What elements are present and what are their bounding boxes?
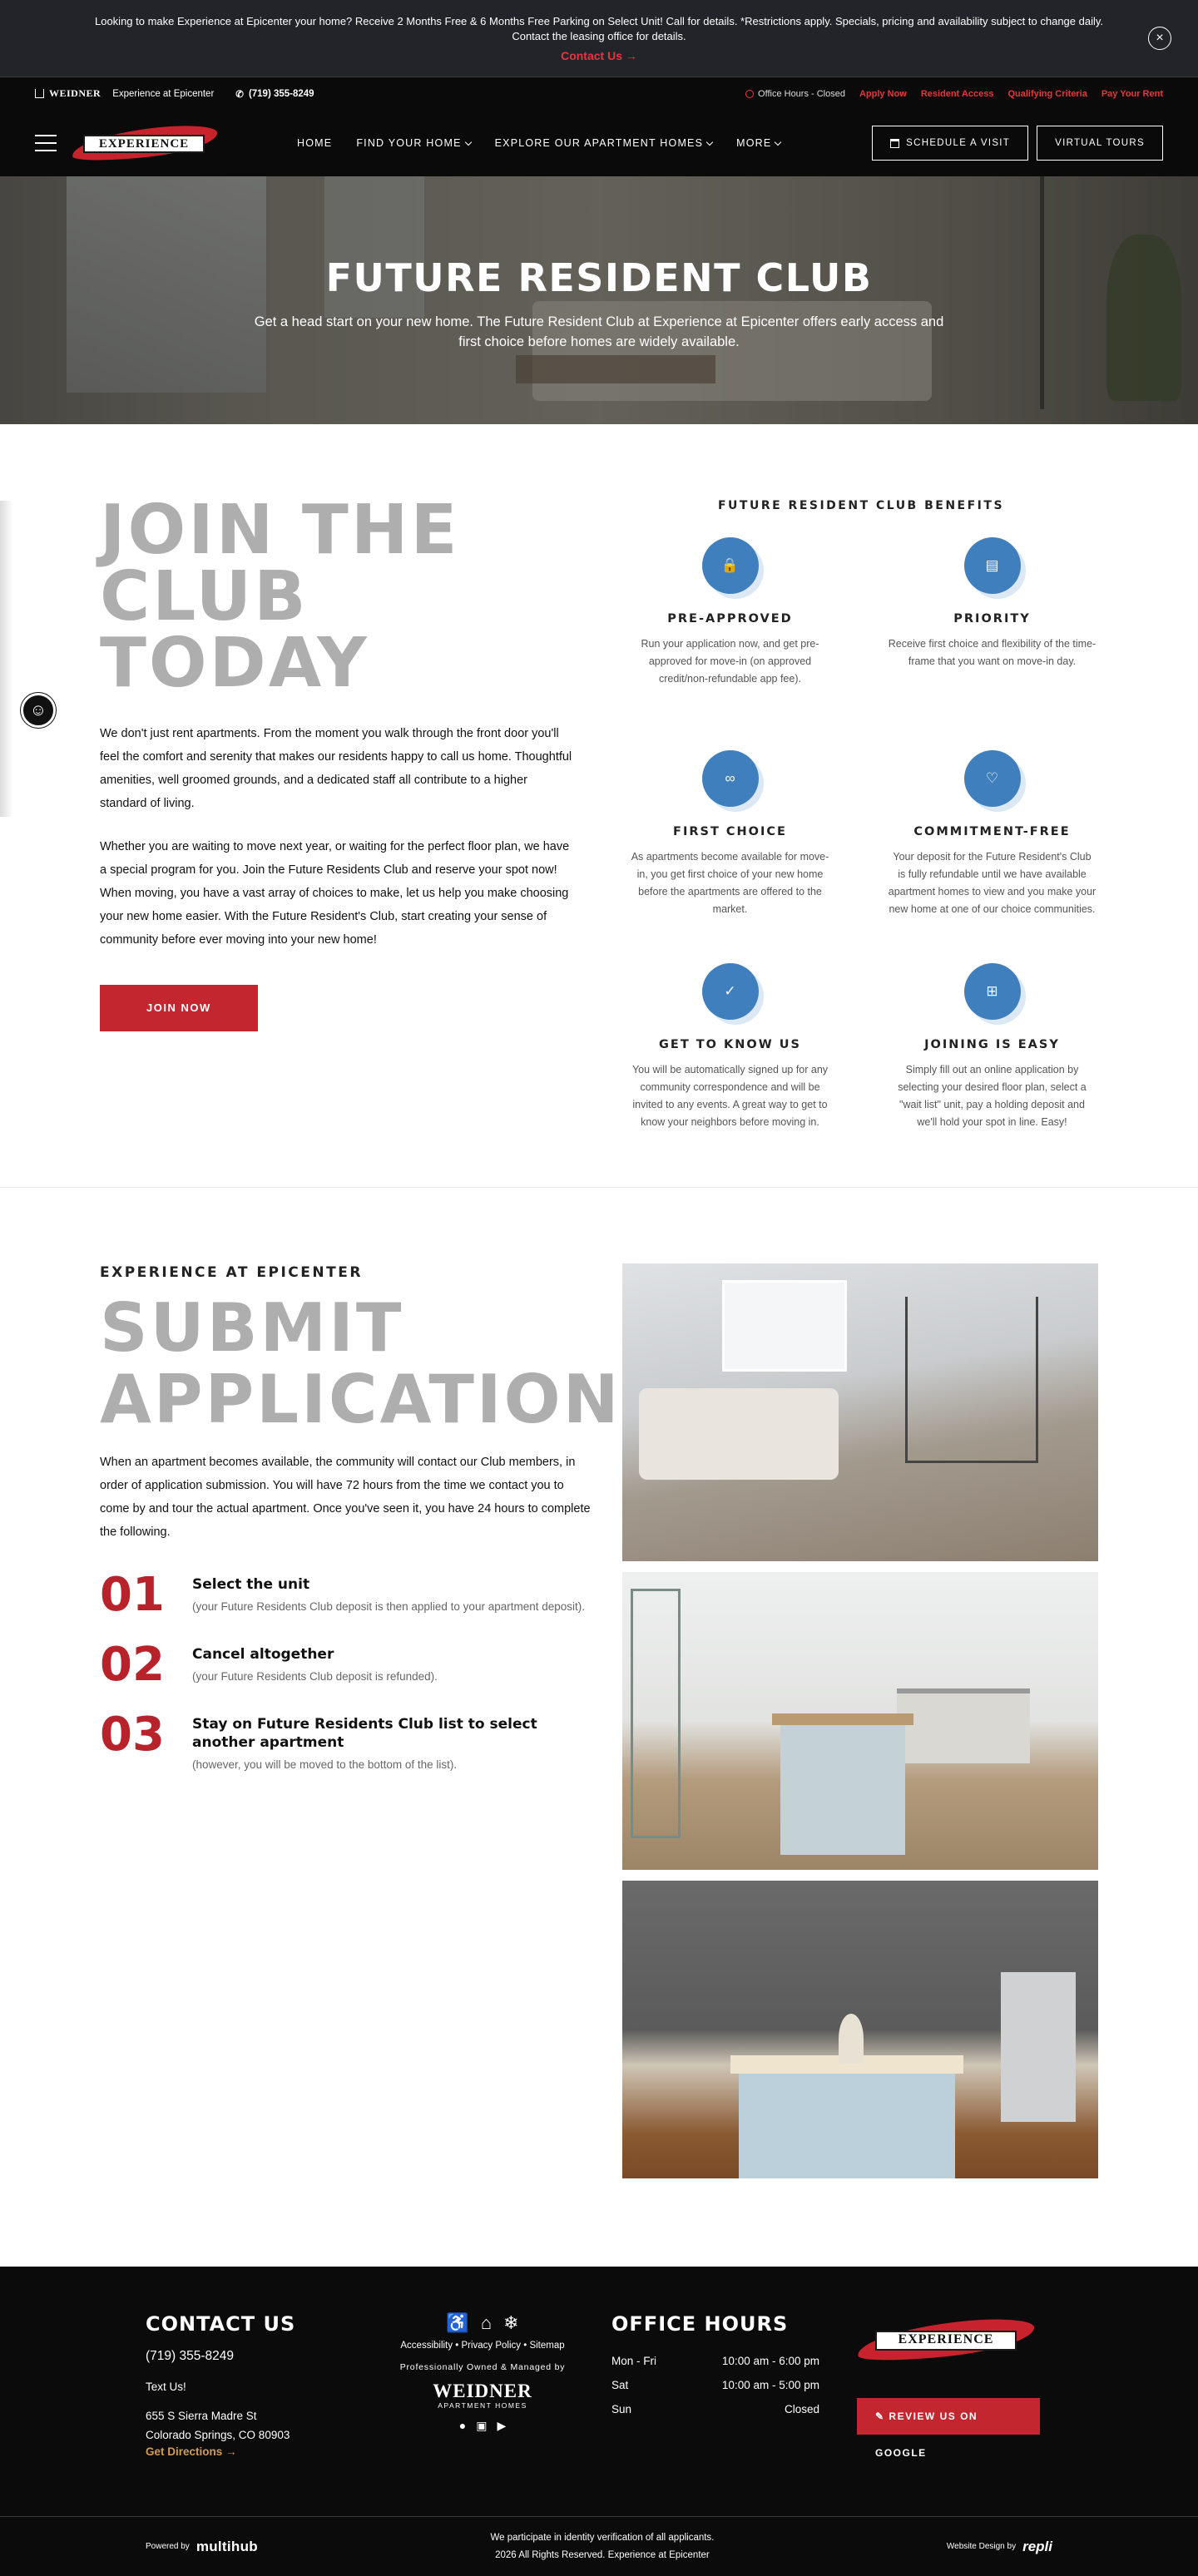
chevron-down-icon <box>706 138 713 145</box>
announcement-bar <box>0 0 1198 77</box>
submit-kicker: EXPERIENCE AT EPICENTER <box>100 1264 363 1281</box>
hours-table <box>611 2349 819 2421</box>
benefit-joining-is-easy <box>878 963 1106 1155</box>
apply-now-link[interactable]: Apply Now <box>859 88 907 99</box>
weidner-logo[interactable] <box>379 2382 587 2410</box>
announcement-text: Looking to make Experience at Epicenter your home? Receive 2 Months Free & 6 Months Free Parking on Select Unit! Call for details. *Restrictions apply. Specials, pricing and availability subject to change daily. Contact the leasing office for details. <box>94 15 1104 42</box>
wheelchair-icon: ♿ <box>446 2312 469 2333</box>
nav-explore-label: EXPLORE OUR APARTMENT HOMES <box>494 137 704 149</box>
nav-more[interactable] <box>736 137 780 149</box>
hours-time: 10:00 am - 5:00 pm <box>721 2379 819 2391</box>
benefit-first-choice <box>616 750 844 942</box>
get-directions-link[interactable]: Get Directions → <box>146 2445 237 2458</box>
benefit-title: PRE-APPROVED <box>667 612 793 625</box>
pay-your-rent-link[interactable]: Pay Your Rent <box>1101 88 1163 99</box>
footer-brand <box>857 2316 1040 2460</box>
identity-verification-text: We participate in identity verification of all applicants. <box>490 2532 715 2543</box>
step-text: (however, you will be moved to the bottom of the list). <box>192 1758 458 1771</box>
owned-managed-text: Professionally Owned & Managed by <box>399 2362 566 2372</box>
address-line-1: 655 S Sierra Madre St <box>146 2410 257 2422</box>
weidner-mini-logo[interactable] <box>35 87 101 100</box>
logo-text: EXPERIENCE <box>875 2331 1017 2351</box>
footer-center: ♿ ⌂ ❄ Accessibility • Privacy Policy • Sitemap Professionally Owned & Managed by WEIDNER APARTMENT HOMES ● ▣ ▶ <box>379 2312 587 2433</box>
utility-bar <box>0 77 1198 110</box>
hero-banner <box>0 176 1198 424</box>
powered-by-label: Powered by <box>146 2542 190 2551</box>
footer-contact <box>146 2312 345 2460</box>
hours-day: Sat <box>611 2379 629 2391</box>
bottom-bar <box>0 2516 1198 2576</box>
benefit-title: COMMITMENT-FREE <box>913 825 1071 838</box>
address-line-2: Colorado Springs, CO 80903 <box>146 2429 290 2441</box>
benefit-text: Receive first choice and flexibility of the time-frame that you want on move-in day. <box>888 638 1097 667</box>
logo-text: EXPERIENCE <box>83 135 205 153</box>
benefit-title: PRIORITY <box>953 612 1031 625</box>
step-text: (your Future Residents Club deposit is then applied to your apartment deposit). <box>192 1600 586 1613</box>
calendar-icon <box>890 139 899 148</box>
footer-phone-link[interactable]: (719) 355-8249 <box>146 2349 234 2363</box>
accessibility-icon[interactable]: ☺ <box>21 693 56 728</box>
step-item <box>100 1568 591 1622</box>
nav-more-label: MORE <box>736 137 772 149</box>
property-name: Experience at Epicenter <box>112 88 215 99</box>
qualifying-criteria-link[interactable]: Qualifying Criteria <box>1007 88 1087 99</box>
sitemap-link[interactable]: Sitemap <box>529 2341 565 2351</box>
thumbs-up-icon: ✎ <box>875 2410 885 2422</box>
hours-day: Sun <box>611 2403 632 2415</box>
benefits-panel <box>616 499 1106 1155</box>
kitchen-island-photo <box>622 1881 1098 2178</box>
contact-us-link[interactable]: Contact Us → <box>561 49 637 62</box>
text-us-link[interactable]: Text Us! <box>146 2381 186 2393</box>
website-design-by[interactable] <box>947 2539 1052 2555</box>
main-nav <box>0 110 1198 176</box>
benefit-title: GET TO KNOW US <box>659 1038 801 1051</box>
hero-subtitle: Get a head start on your new home. The Future Resident Club at Experience at Epicenter offers early access and first choice before homes are widely available. <box>254 314 944 349</box>
kitchen-photo <box>622 1572 1098 1870</box>
side-tab <box>0 501 13 817</box>
instagram-icon[interactable]: ▣ <box>476 2419 488 2432</box>
submit-title-line1: SUBMIT <box>100 1289 404 1367</box>
building-icon <box>35 89 44 98</box>
hours-time: 10:00 am - 6:00 pm <box>721 2355 819 2367</box>
step-number: 02 <box>100 1638 165 1692</box>
repli-logo: repli <box>1022 2538 1052 2554</box>
virtual-tours-button[interactable]: VIRTUAL TOURS <box>1037 126 1163 161</box>
phone-link[interactable] <box>235 88 314 100</box>
benefit-commitment-free <box>878 750 1106 942</box>
website-design-label: Website Design by <box>946 2542 1017 2551</box>
benefit-text: Run your application now, and get pre-approved for move-in (on approved credit/non-refundable app fee). <box>641 638 819 685</box>
hours-day: Mon - Fri <box>611 2355 656 2367</box>
hours-time: Closed <box>784 2403 819 2415</box>
chevron-down-icon <box>464 138 471 145</box>
join-title-line2: CLUB TODAY <box>100 557 369 703</box>
heart-icon: ♡ <box>964 750 1021 807</box>
benefit-text: You will be automatically signed up for any community correspondence and will be invited to any events. A great way to get to know your neighbors before moving in. <box>631 1064 829 1128</box>
nav-find-your-home[interactable] <box>356 137 470 149</box>
step-text: (your Future Residents Club deposit is refunded). <box>192 1670 438 1683</box>
join-section <box>0 424 1198 1188</box>
review-google-label: REVIEW US ON GOOGLE <box>875 2410 978 2459</box>
step-number: 01 <box>100 1568 165 1622</box>
steps-list <box>100 1568 591 1774</box>
submit-title-line2: APPLICATION <box>100 1361 621 1438</box>
nav-home[interactable]: HOME <box>297 137 333 149</box>
weidner-mini-text: WEIDNER <box>49 87 101 99</box>
benefit-title: JOINING IS EASY <box>924 1038 1060 1051</box>
join-paragraph-1: We don't just rent apartments. From the moment you walk through the front door you'll feel the comfort and serenity that makes our residents happy to call us home. Thoughtful amenities, well groomed grounds, and a dedicated staff all contribute to a higher standard of living. <box>100 727 572 810</box>
footer <box>0 2267 1198 2516</box>
review-google-button[interactable] <box>857 2398 1040 2459</box>
benefit-text: Your deposit for the Future Resident's Club is fully refundable until we have available apartment homes to view and you make your new home at one of our choice communities. <box>888 851 1097 915</box>
benefit-priority <box>878 537 1106 729</box>
step-title: Select the unit <box>192 1576 310 1593</box>
equal-housing-icon: ⌂ <box>480 2312 493 2333</box>
benefit-text: Simply fill out an online application by selecting your desired floor plan, select a "wait list" unit, pay a holding deposit and we'll hold your spot in line. Easy! <box>898 1064 1087 1128</box>
close-icon[interactable]: × <box>1148 27 1171 50</box>
living-room-photo <box>622 1263 1098 1561</box>
page-title: FUTURE RESIDENT CLUB <box>325 255 873 300</box>
table-row <box>611 2397 819 2421</box>
accessibility-link[interactable]: Accessibility <box>400 2341 453 2351</box>
grid-icon: ⊞ <box>964 963 1021 1020</box>
submit-title <box>100 1289 621 1438</box>
resident-access-link[interactable]: Resident Access <box>920 88 994 99</box>
contact-heading: CONTACT US <box>146 2312 296 2336</box>
footer-experience-logo[interactable] <box>857 2316 1035 2365</box>
nav-explore-apartment-homes[interactable] <box>495 137 713 149</box>
nav-find-your-home-label: FIND YOUR HOME <box>356 137 462 149</box>
hours-heading: OFFICE HOURS <box>611 2312 789 2336</box>
benefit-get-to-know-us <box>616 963 844 1155</box>
weidner-logo-text: WEIDNER <box>433 2381 532 2401</box>
table-row <box>611 2349 819 2373</box>
office-hours-text: Office Hours - Closed <box>758 88 845 99</box>
join-title-line1: JOIN THE <box>100 491 460 570</box>
pet-paw-icon: ❄ <box>503 2312 519 2333</box>
link-icon: ∞ <box>702 750 759 807</box>
check-icon: ✓ <box>702 963 759 1020</box>
document-icon: ▤ <box>964 537 1021 594</box>
join-paragraph-2: Whether you are waiting to move next year, or waiting for the perfect floor plan, we have a special program for you. Join the Future Residents Club and reserve your spot now! When moving, you have a vast array of choices to make, let us help you make choosing your new home easier. With the Future Resident's Club, start creating your sense of community before ever moving into your new home! <box>100 840 570 947</box>
lock-icon: 🔒 <box>702 537 759 594</box>
facebook-icon[interactable]: ● <box>458 2419 467 2432</box>
step-item <box>100 1708 591 1774</box>
table-row <box>611 2373 819 2397</box>
schedule-visit-button[interactable] <box>872 126 1028 161</box>
step-title: Cancel altogether <box>192 1646 334 1663</box>
multihub-logo: multihub <box>196 2538 258 2554</box>
weidner-logo-subtext: APARTMENT HOMES <box>438 2401 527 2410</box>
footer-hours <box>611 2312 819 2421</box>
experience-logo[interactable] <box>72 124 218 162</box>
schedule-visit-label: SCHEDULE A VISIT <box>906 138 1011 148</box>
chevron-down-icon <box>775 138 781 145</box>
submit-paragraph: When an apartment becomes available, the community will contact our Club members, in order of application submission. You will have 72 hours from the time we contact you to come by and tour the actual apartment. Once you've seen it, you have 24 hours to complete the following. <box>100 1456 591 1539</box>
join-now-button[interactable]: JOIN NOW <box>100 985 258 1031</box>
step-number: 03 <box>100 1708 165 1762</box>
powered-by[interactable] <box>146 2539 258 2555</box>
benefit-text: As apartments become available for move-in, you get first choice of your new home before the apartments are offered to the market. <box>631 851 829 915</box>
benefit-pre-approved <box>616 537 844 729</box>
benefits-heading: FUTURE RESIDENT CLUB BENEFITS <box>717 499 1005 512</box>
youtube-icon[interactable]: ▶ <box>497 2419 507 2432</box>
benefit-title: FIRST CHOICE <box>673 825 787 838</box>
phone-number: (719) 355-8249 <box>248 88 314 99</box>
submit-section <box>0 1188 1198 2267</box>
copyright-text: 2026 All Rights Reserved. Experience at Epicenter <box>495 2549 710 2560</box>
step-item <box>100 1638 591 1692</box>
step-title: Stay on Future Residents Club list to select another apartment <box>192 1716 537 1751</box>
office-hours-status <box>745 89 845 99</box>
privacy-policy-link[interactable]: Privacy Policy <box>461 2341 522 2351</box>
clock-icon <box>745 90 754 98</box>
photo-gallery <box>622 1263 1098 2189</box>
phone-icon: ✆ <box>235 89 244 100</box>
join-title <box>100 491 574 703</box>
hamburger-menu-icon[interactable] <box>35 135 57 151</box>
